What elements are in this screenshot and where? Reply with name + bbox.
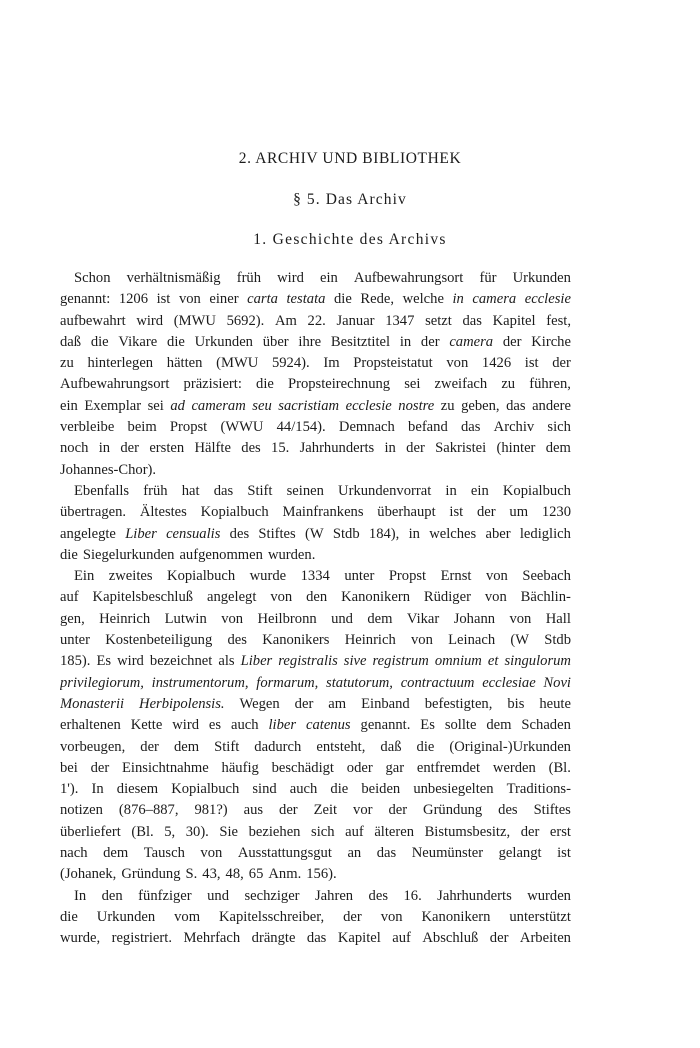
text-line: unter Kostenbeteiligung des Kanonikers Heinrich von Leinach (W Stdb <box>60 632 571 649</box>
text-line: übertragen. Ältestes Kopialbuch Mainfrankens überhaupt ist der um 1230 <box>60 504 571 521</box>
subsection-title: 1. Geschichte des Archivs <box>253 231 447 248</box>
text-line: In den fünfziger und sechziger Jahren des 16. Jahrhunderts wurden <box>74 887 571 904</box>
text-line: genannt: 1206 ist von einer carta testata die Rede, welche in camera ecclesie <box>60 291 571 308</box>
text-line: überliefert (Bl. 5, 30). Sie beziehen sich auf älteren Bistumsbesitz, der erst <box>60 823 571 840</box>
text-line: bei der Einsichtnahme häufig beschädigt oder gar entfremdet werden (Bl. <box>60 759 571 776</box>
text-line: die Siegelurkunden aufgenommen wurden. <box>60 546 316 563</box>
chapter-title: 2. ARCHIV UND BIBLIOTHEK <box>238 150 462 167</box>
text-line: zu hinterlegen hätten (MWU 5924). Im Propsteistatut von 1426 ist der <box>60 355 571 372</box>
text-line: Ein zweites Kopialbuch wurde 1334 unter Propst Ernst von Seebach <box>74 568 571 585</box>
text-line: noch in der ersten Hälfte des 15. Jahrhunderts in der Sakristei (hinter dem <box>60 440 571 457</box>
text-line: Schon verhältnismäßig früh wird ein Aufbewahrungsort für Urkunden <box>74 270 571 286</box>
text-line: auf Kapitelsbeschluß angelegt von den Kanonikern Rüdiger von Bächlin- <box>60 589 571 606</box>
text-line: aufbewahrt wird (MWU 5692). Am 22. Januar 1347 setzt das Kapitel fest, <box>60 312 571 329</box>
text-line: die Urkunden vom Kapitelsschreiber, der von Kanonikern unterstützt <box>60 908 571 925</box>
text-line: Monasterii Herbipolensis. Wegen der am Einband befestigten, bis heute <box>60 695 571 712</box>
section-title: § 5. Das Archiv <box>293 191 407 208</box>
text-line: 185). Es wird bezeichnet als Liber registralis sive registrum omnium et singulorum <box>60 653 571 670</box>
text-line: notizen (876–887, 981?) aus der Zeit vor der Gründung des Stiftes <box>60 802 571 819</box>
text-line: verbleibe beim Propst (WWU 44/154). Demnach befand das Archiv sich <box>60 419 571 436</box>
body-text <box>60 268 571 950</box>
text-line: Johannes-Chor). <box>60 461 157 478</box>
text-line: vorbeugen, der dem Stift dadurch entsteht, daß die (Original-)Urkunden <box>60 738 571 755</box>
text-line: 1'). In diesem Kopialbuch sind auch die beiden unbesiegelten Traditions- <box>60 781 571 798</box>
text-line: ein Exemplar sei ad cameram seu sacristiam ecclesie nostre zu geben, das andere <box>60 397 571 414</box>
text-line: daß die Vikare die Urkunden über ihre Besitztitel in der camera der Kirche <box>60 333 571 350</box>
text-line: privilegiorum, instrumentorum, formarum, statutorum, contractuum ecclesiae Novi <box>60 674 571 691</box>
text-line: angelegte Liber censualis des Stiftes (W Stdb 184), in welches aber lediglich <box>60 525 571 542</box>
text-line: gen, Heinrich Lutwin von Heilbronn und dem Vikar Johann von Hall <box>60 610 571 627</box>
text-line: wurde, registriert. Mehrfach drängte das Kapitel auf Abschluß der Arbeiten <box>60 930 571 947</box>
text-line: erhaltenen Kette wird es auch liber catenus genannt. Es sollte dem Schaden <box>60 717 571 734</box>
text-line: Aufbewahrungsort präzisiert: die Propsteirechnung sei zweifach zu führen, <box>60 376 571 393</box>
text-line: (Johanek, Gründung S. 43, 48, 65 Anm. 156). <box>60 866 337 883</box>
text-line: nach dem Tausch von Ausstattungsgut an das Neumünster gelangt ist <box>60 845 571 862</box>
text-line: Ebenfalls früh hat das Stift seinen Urkundenvorrat in ein Kopialbuch <box>74 482 571 499</box>
